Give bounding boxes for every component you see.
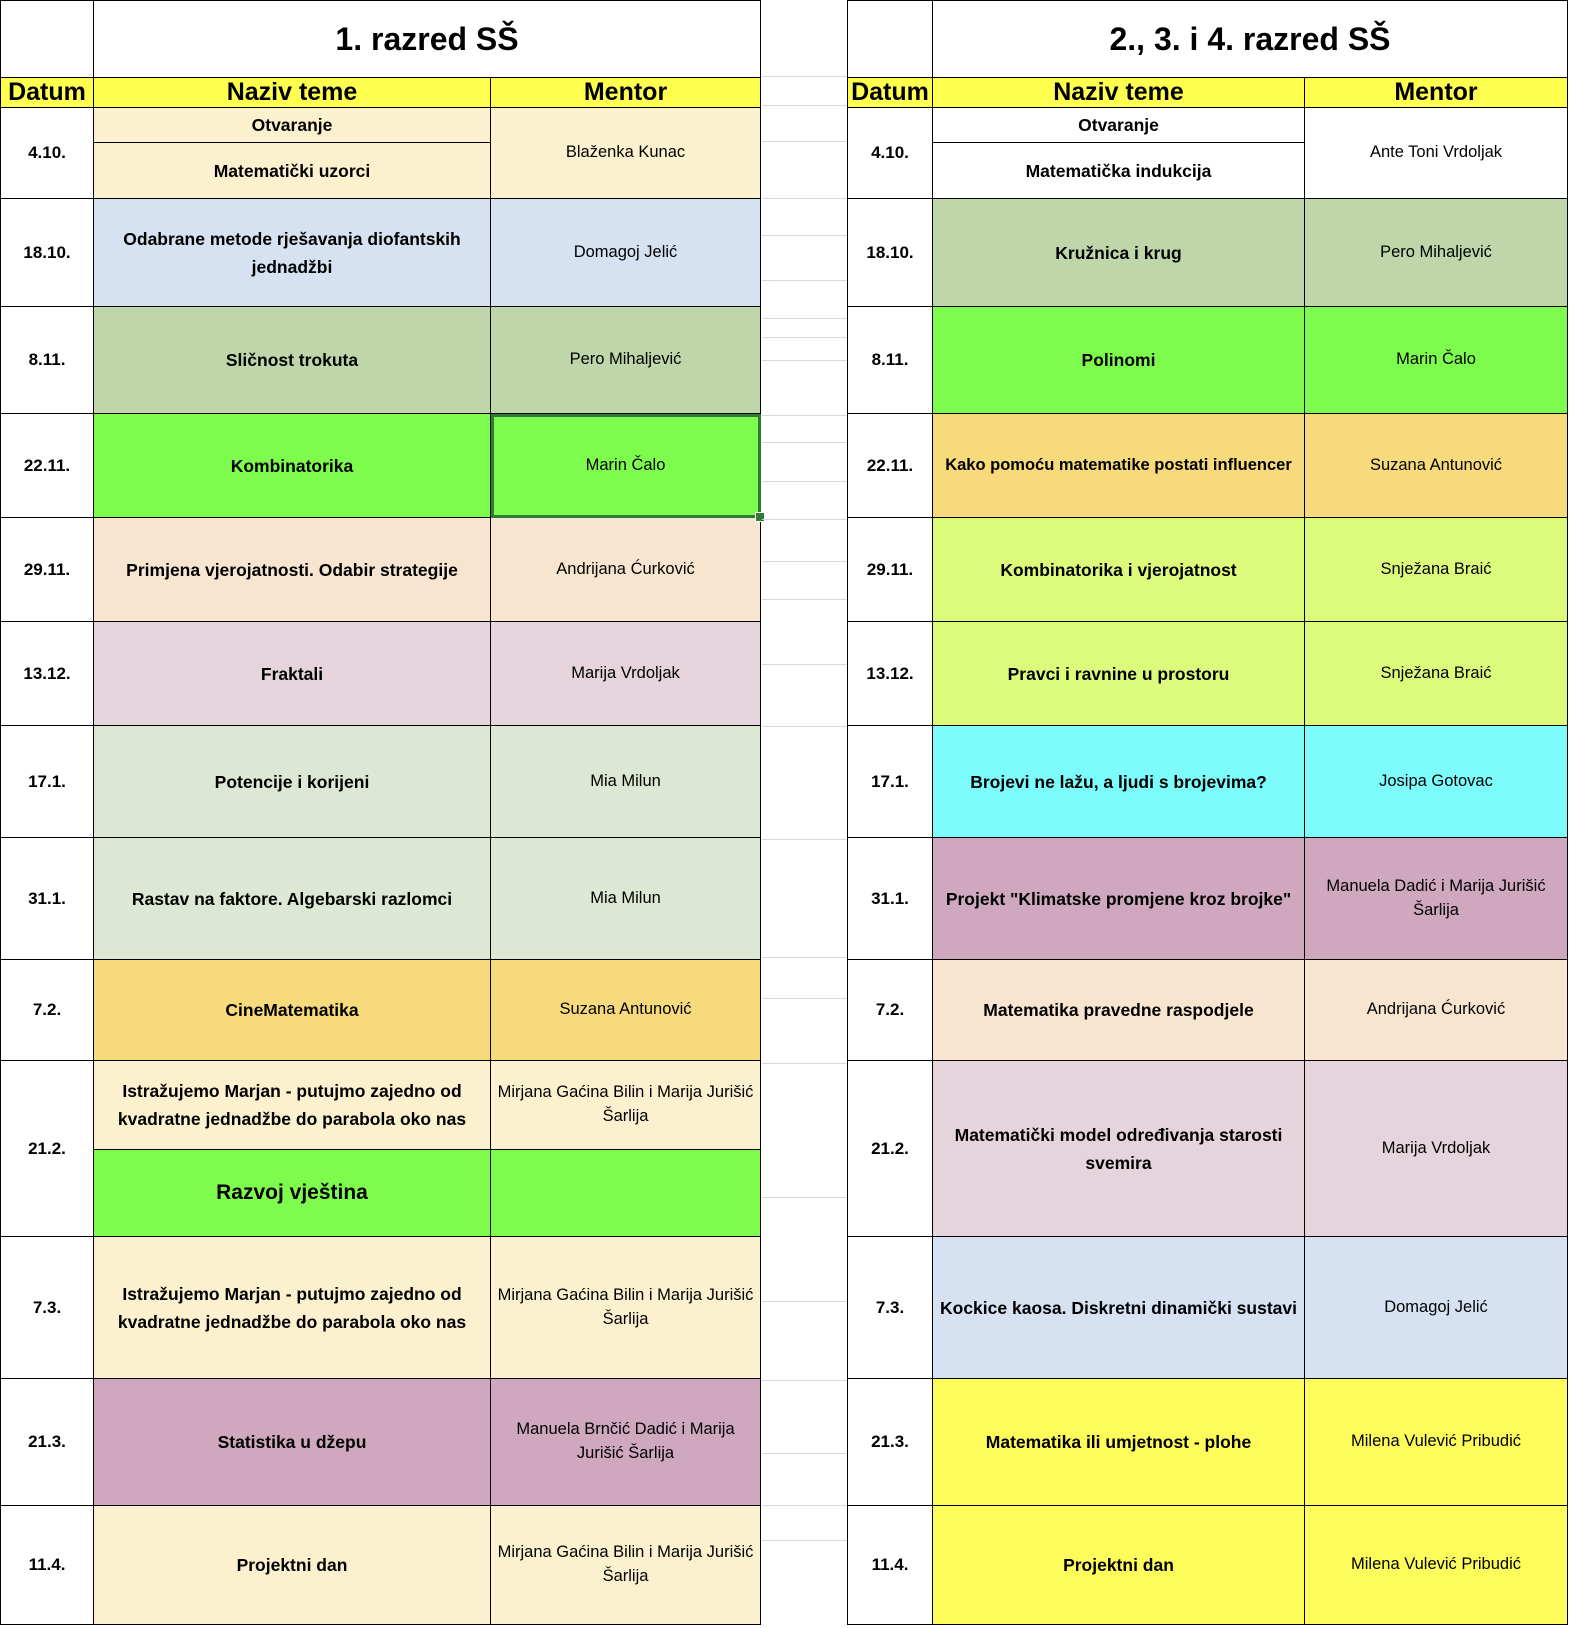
topic-cell[interactable]: Kockice kaosa. Diskretni dinamički sustavi (933, 1237, 1305, 1379)
topic-cell[interactable]: Kombinatorika i vjerojatnost (933, 518, 1305, 622)
date-cell[interactable]: 31.1. (848, 838, 933, 960)
date-cell[interactable]: 21.3. (1, 1379, 94, 1506)
topic-cell[interactable]: Matematika pravedne raspodjele (933, 960, 1305, 1061)
date-cell[interactable]: 11.4. (1, 1506, 94, 1625)
gridline (762, 1301, 847, 1302)
mentor-cell[interactable]: Andrijana Ćurković (491, 518, 761, 622)
gridline (762, 141, 847, 142)
topic-cell[interactable]: Potencije i korijeni (94, 726, 491, 838)
date-cell[interactable]: 21.2. (1, 1061, 94, 1237)
topic-cell[interactable]: Razvoj vještina (94, 1150, 491, 1237)
mentor-cell[interactable]: Marija Vrdoljak (1305, 1061, 1568, 1237)
topic-cell[interactable]: Kružnica i krug (933, 199, 1305, 307)
date-cell[interactable]: 7.3. (1, 1237, 94, 1379)
gridline (762, 998, 847, 999)
mentor-cell[interactable]: Snježana Braić (1305, 622, 1568, 726)
mentor-cell[interactable]: Andrijana Ćurković (1305, 960, 1568, 1061)
mentor-cell[interactable]: Marin Čalo (1305, 307, 1568, 414)
date-cell[interactable]: 21.2. (848, 1061, 933, 1237)
gridline (762, 1505, 847, 1506)
mentor-cell[interactable]: Milena Vulević Pribudić (1305, 1506, 1568, 1625)
gridline (762, 76, 847, 77)
gridline (762, 481, 847, 482)
selected-mentor-cell[interactable] (491, 414, 761, 518)
gridline (762, 1063, 847, 1064)
topic-cell[interactable]: Fraktali (94, 622, 491, 726)
gridline (762, 198, 847, 199)
date-cell[interactable]: 7.2. (848, 960, 933, 1061)
mentor-cell[interactable]: Domagoj Jelić (1305, 1237, 1568, 1379)
header-topic[interactable]: Naziv teme (933, 78, 1305, 108)
date-cell[interactable]: 13.12. (848, 622, 933, 726)
mentor-cell[interactable]: Suzana Antunović (1305, 414, 1568, 518)
table-title[interactable]: 1. razred SŠ (94, 1, 761, 78)
schedule-grade-2-4 (847, 0, 1569, 1628)
gridline (762, 1453, 847, 1454)
topic-cell[interactable]: Projektni dan (94, 1506, 491, 1625)
gridline (762, 599, 847, 600)
schedule-table-grade-2-4 (847, 0, 1568, 1625)
date-cell[interactable]: 18.10. (1, 199, 94, 307)
mentor-cell[interactable]: Milena Vulević Pribudić (1305, 1379, 1568, 1506)
topic-cell[interactable]: Sličnost trokuta (94, 307, 491, 414)
date-cell[interactable]: 22.11. (848, 414, 933, 518)
topic-cell[interactable]: Brojevi ne lažu, a ljudi s brojevima? (933, 726, 1305, 838)
header-date[interactable]: Datum (848, 78, 933, 108)
header-topic[interactable]: Naziv teme (94, 78, 491, 108)
mentor-cell[interactable]: Pero Mihaljević (491, 307, 761, 414)
gridline (762, 1197, 847, 1198)
topic-cell[interactable]: Statistika u džepu (94, 1379, 491, 1506)
mentor-cell[interactable]: Manuela Dadić i Marija Jurišić Šarlija (1305, 838, 1568, 960)
mentor-cell[interactable]: Blaženka Kunac (491, 108, 761, 199)
date-cell[interactable]: 29.11. (848, 518, 933, 622)
gridline (762, 318, 847, 319)
topic-cell[interactable]: Istražujemo Marjan - putujmo zajedno od kvadratne jednadžbe do parabola oko nas (94, 1061, 491, 1150)
date-cell[interactable]: 7.3. (848, 1237, 933, 1379)
date-cell[interactable]: 17.1. (1, 726, 94, 838)
date-cell[interactable]: 8.11. (1, 307, 94, 414)
date-cell[interactable]: 18.10. (848, 199, 933, 307)
gridline (762, 1380, 847, 1381)
date-cell[interactable]: 4.10. (1, 108, 94, 199)
date-cell[interactable]: 8.11. (848, 307, 933, 414)
date-cell[interactable]: 31.1. (1, 838, 94, 960)
topic-cell[interactable]: Odabrane metode rješavanja diofantskih jednadžbi (94, 199, 491, 307)
corner-cell[interactable] (848, 1, 933, 78)
header-date[interactable]: Datum (1, 78, 94, 108)
gridline (762, 415, 847, 416)
gridline (762, 839, 847, 840)
mentor-cell[interactable]: Josipa Gotovac (1305, 726, 1568, 838)
schedule-table-grade-1 (0, 0, 761, 1625)
date-cell[interactable]: 7.2. (1, 960, 94, 1061)
gridline (762, 442, 847, 443)
gridline (762, 360, 847, 361)
gridline (762, 1540, 847, 1541)
gridline (762, 561, 847, 562)
mentor-cell[interactable]: Mia Milun (491, 726, 761, 838)
gridline (762, 957, 847, 958)
date-cell[interactable]: 11.4. (848, 1506, 933, 1625)
topic-cell[interactable]: Matematički uzorci (94, 143, 491, 199)
date-cell[interactable]: 17.1. (848, 726, 933, 838)
date-cell[interactable]: 22.11. (1, 414, 94, 518)
mentor-cell[interactable]: Mirjana Gaćina Bilin i Marija Jurišić Šarlija (491, 1237, 761, 1379)
topic-cell[interactable]: Kombinatorika (94, 414, 491, 518)
date-cell[interactable]: 21.3. (848, 1379, 933, 1506)
topic-cell[interactable]: Primjena vjerojatnosti. Odabir strategije (94, 518, 491, 622)
topic-cell[interactable]: Matematički model određivanja starosti svemira (933, 1061, 1305, 1237)
topic-cell[interactable]: Otvaranje (94, 108, 491, 143)
mentor-cell[interactable]: Snježana Braić (1305, 518, 1568, 622)
topic-cell[interactable]: Istražujemo Marjan - putujmo zajedno od kvadratne jednadžbe do parabola oko nas (94, 1237, 491, 1379)
mentor-cell[interactable]: Marija Vrdoljak (491, 622, 761, 726)
sheet-gap (762, 0, 847, 1628)
mentor-cell[interactable]: Pero Mihaljević (1305, 199, 1568, 307)
mentor-cell[interactable]: Domagoj Jelić (491, 199, 761, 307)
gridline (762, 726, 847, 727)
date-cell[interactable]: 13.12. (1, 622, 94, 726)
topic-cell[interactable]: Matematika ili umjetnost - plohe (933, 1379, 1305, 1506)
schedule-grade-1 (0, 0, 760, 1628)
gridline (762, 664, 847, 665)
mentor-cell[interactable]: Mirjana Gaćina Bilin i Marija Jurišić Šarlija (491, 1506, 761, 1625)
gridline (762, 105, 847, 106)
topic-cell[interactable]: CineMatematika (94, 960, 491, 1061)
topic-cell[interactable]: Kako pomoću matematike postati influencer (933, 414, 1305, 518)
mentor-cell[interactable] (491, 1150, 761, 1237)
mentor-cell[interactable]: Manuela Brnčić Dadić i Marija Jurišić Šarlija (491, 1379, 761, 1506)
header-mentor[interactable]: Mentor (491, 78, 761, 108)
topic-cell[interactable]: Rastav na faktore. Algebarski razlomci (94, 838, 491, 960)
topic-cell[interactable]: Otvaranje (933, 108, 1305, 143)
gridline (762, 280, 847, 281)
topic-cell[interactable]: Projektni dan (933, 1506, 1305, 1625)
mentor-cell[interactable]: Suzana Antunović (491, 960, 761, 1061)
gridline (762, 235, 847, 236)
date-cell[interactable]: 29.11. (1, 518, 94, 622)
mentor-cell[interactable]: Mirjana Gaćina Bilin i Marija Jurišić Šarlija (491, 1061, 761, 1150)
table-title[interactable]: 2., 3. i 4. razred SŠ (933, 1, 1568, 78)
gridline (762, 337, 847, 338)
header-mentor[interactable]: Mentor (1305, 78, 1568, 108)
corner-cell[interactable] (1, 1, 94, 78)
gridline (762, 519, 847, 520)
mentor-label: Marin Čalo (585, 455, 666, 474)
topic-cell[interactable]: Pravci i ravnine u prostoru (933, 622, 1305, 726)
topic-cell[interactable]: Polinomi (933, 307, 1305, 414)
topic-cell[interactable]: Matematička indukcija (933, 143, 1305, 199)
mentor-cell[interactable]: Mia Milun (491, 838, 761, 960)
topic-cell[interactable]: Projekt "Klimatske promjene kroz brojke" (933, 838, 1305, 960)
mentor-cell[interactable]: Ante Toni Vrdoljak (1305, 108, 1568, 199)
date-cell[interactable]: 4.10. (848, 108, 933, 199)
